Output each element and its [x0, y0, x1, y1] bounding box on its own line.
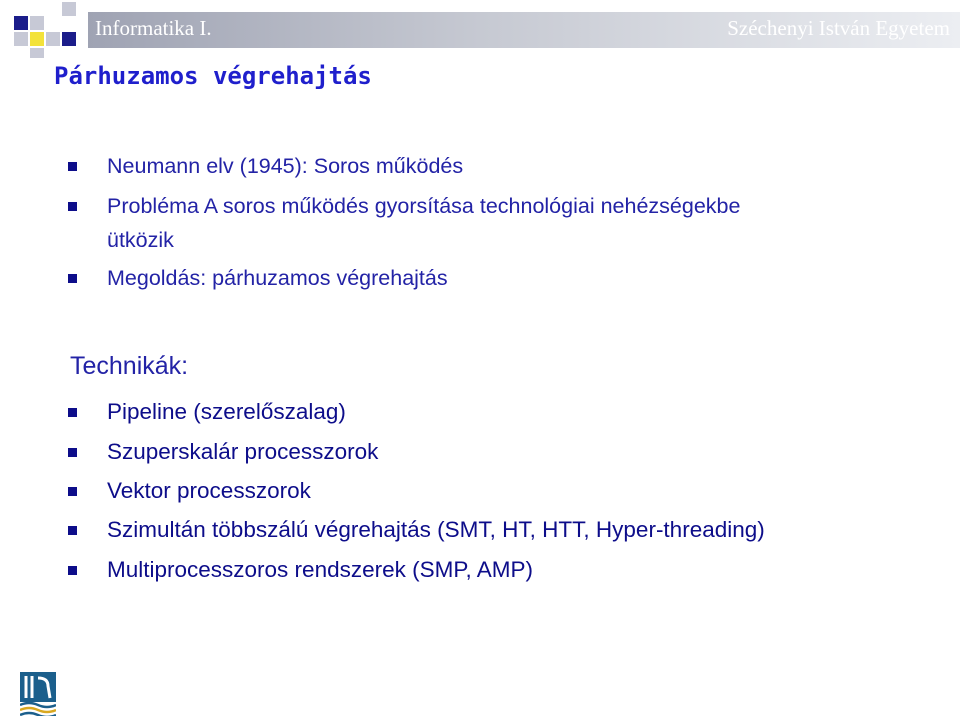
header-app-title: Informatika I. — [95, 16, 212, 40]
list-item-text: Probléma A soros működés gyorsítása technológiai nehézségekbe — [107, 194, 741, 218]
square-bullet-icon — [68, 448, 77, 457]
square-bullet-icon — [68, 162, 77, 171]
square-bullet-icon — [68, 274, 77, 283]
square-bullet-icon — [68, 487, 77, 496]
list-item-text-continuation: ütközik — [107, 228, 174, 252]
list-item-text: Multiprocesszoros rendszerek (SMP, AMP) — [107, 557, 533, 582]
square-bullet-icon — [68, 566, 77, 575]
square-bullet-icon — [68, 526, 77, 535]
header-org-name: Széchenyi István Egyetem — [727, 16, 950, 40]
slide-header — [0, 0, 960, 60]
list-item-text: Pipeline (szerelőszalag) — [107, 399, 346, 424]
list-item-text: Vektor processzorok — [107, 478, 311, 503]
page-title: Párhuzamos végrehajtás — [54, 62, 372, 90]
techniques-heading: Technikák: — [70, 352, 189, 380]
list-item-text: Neumann elv (1945): Soros működés — [107, 154, 464, 178]
list-item-text: Megoldás: párhuzamos végrehajtás — [107, 266, 448, 290]
header-squares-icon — [0, 0, 90, 60]
list-item-text: Szuperskalár processzorok — [107, 439, 379, 464]
university-logo-icon — [20, 672, 56, 716]
square-bullet-icon — [68, 202, 77, 211]
square-bullet-icon — [68, 408, 77, 417]
list-item-text: Szimultán többszálú végrehajtás (SMT, HT, HTT, Hyper-threading) — [107, 517, 765, 542]
